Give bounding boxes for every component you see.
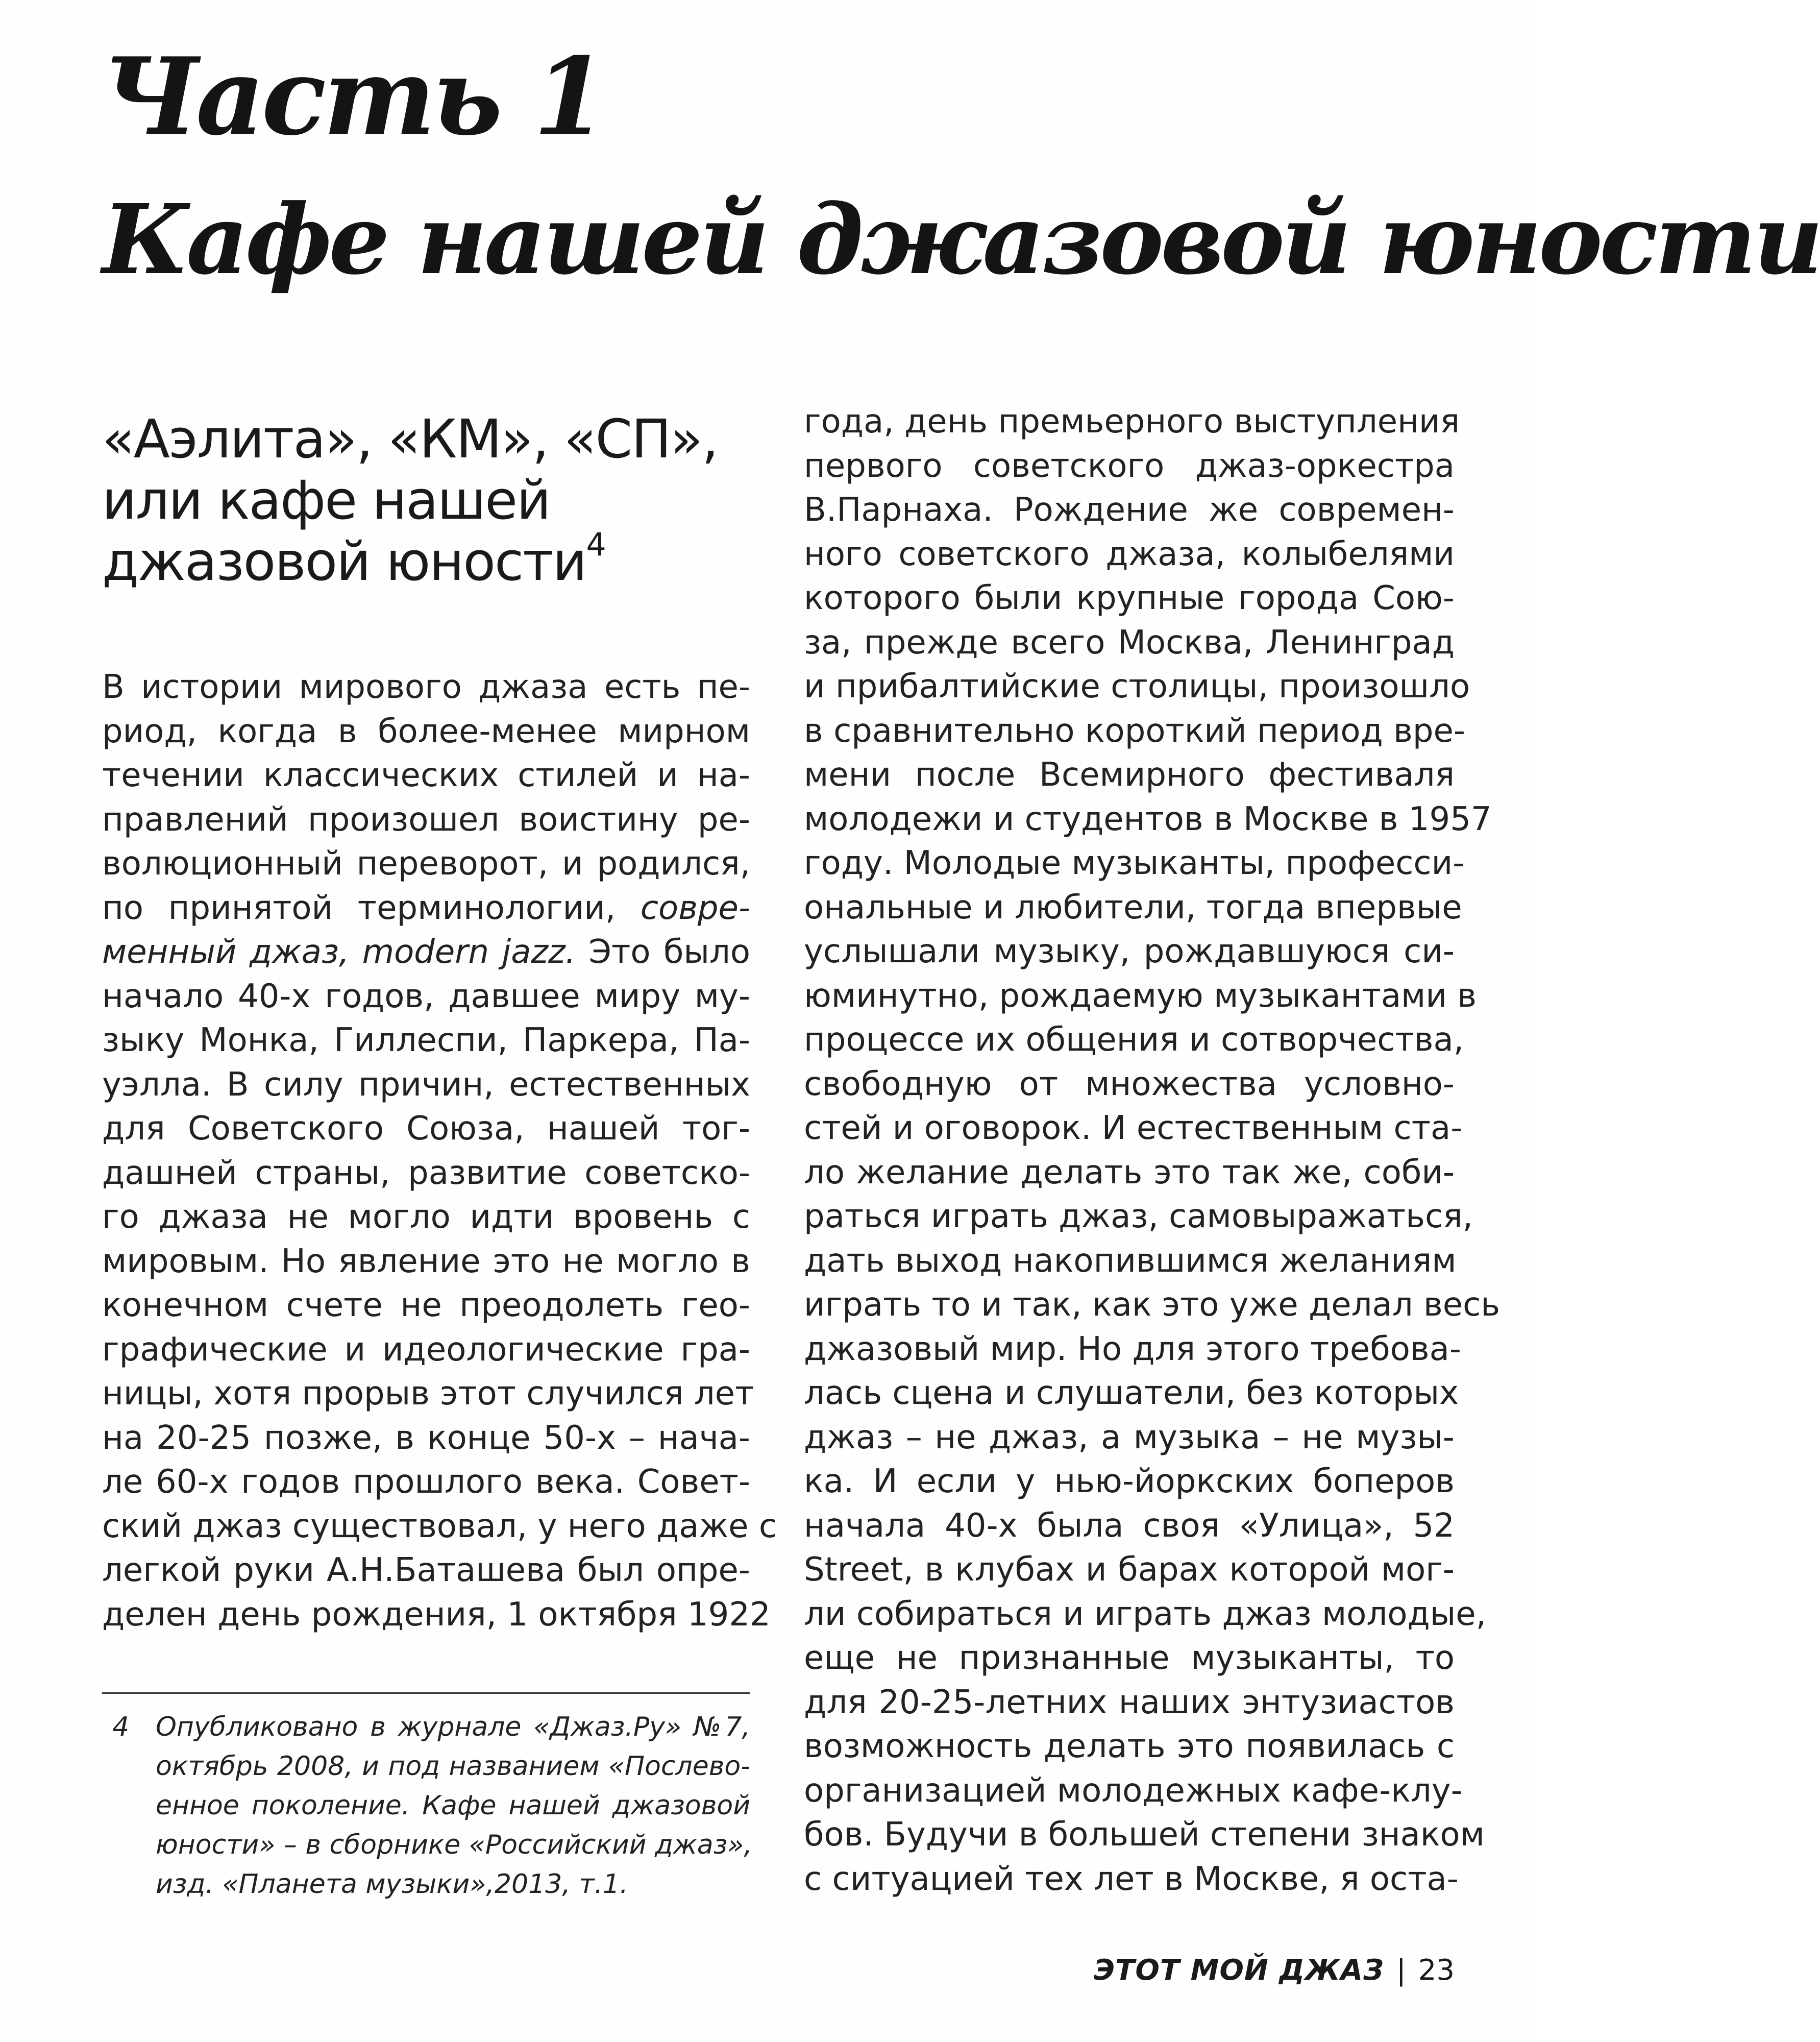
text-line: мировым. Но явление это не могло в	[102, 1242, 750, 1280]
text-line: с ситуацией тех лет в Москве, я оста-	[804, 1860, 1459, 1898]
part-heading	[102, 26, 1820, 311]
article-title-line-1: «Аэлита», «КМ», «СП»,	[102, 408, 718, 470]
text-line: течении классических стилей и на-	[102, 757, 750, 794]
text-line: правлений произошел воистину ре-	[102, 800, 750, 839]
text-line: свободную от множества условно-	[804, 1065, 1455, 1103]
text-line: делен день рождения, 1 октября 1922	[102, 1595, 771, 1634]
text-line: молодежи и студентов в Москве в 1957	[804, 800, 1492, 838]
text-line: го джаза не могло идти вровень с	[102, 1198, 750, 1236]
text-line: лась сцена и слушатели, без которых	[804, 1374, 1459, 1412]
text-line: дать выход накопившимся желаниям	[804, 1242, 1457, 1280]
text-line: джазовый мир. Но для этого требова-	[804, 1330, 1461, 1368]
text-fragment: Это было	[576, 933, 751, 971]
text-line: Street, в клубах и барах которой мог-	[804, 1551, 1455, 1589]
text-line: ональные и любители, тогда впервые	[804, 888, 1462, 927]
footnote-line: Опубликовано в журнале «Джаз.Ру» №7,	[156, 1712, 750, 1742]
footnote-line: изд. «Планета музыки»,2013, т.1.	[156, 1869, 628, 1900]
italic-term: совре-	[640, 889, 750, 927]
text-line-with-italic	[102, 930, 750, 975]
text-line: ка. И если у нью-йоркских боперов	[804, 1463, 1455, 1500]
text-line: за, прежде всего Москва, Ленинград	[804, 623, 1455, 662]
text-line: которого были крупные города Сою-	[804, 579, 1455, 617]
text-line: риод, когда в более-менее мирном	[102, 712, 750, 750]
text-line: ле 60-х годов прошлого века. Совет-	[102, 1463, 750, 1501]
text-line: начала 40-х была своя «Улица», 52	[804, 1506, 1455, 1545]
text-line: в сравнительно короткий период вре-	[804, 712, 1465, 750]
text-line: уэлла. В силу причин, естественных	[102, 1065, 750, 1104]
text-line: для Советского Союза, нашей тог-	[102, 1110, 750, 1148]
part-heading-subtitle: Кафе нашей джазовой юности	[102, 183, 1820, 296]
text-line: дашней страны, развитие советско-	[102, 1154, 750, 1192]
article-title-line-2: или кафе нашей	[102, 469, 550, 531]
text-line: играть то и так, как это уже делал весь	[804, 1286, 1500, 1324]
footnote-line: енное поколение. Кафе нашей джазовой	[156, 1790, 750, 1821]
text-line: графические и идеологические гра-	[102, 1330, 750, 1369]
right-column-text	[804, 400, 1500, 1901]
text-fragment: по принятой терминологии,	[102, 889, 641, 927]
text-line: ли собираться и играть джаз молодые,	[804, 1595, 1486, 1633]
text-line: волюционный переворот, и родился,	[102, 845, 750, 883]
text-line: еще не признанные музыканты, то	[804, 1639, 1455, 1677]
footer-separator: |	[1396, 1954, 1406, 1987]
text-line: на 20-25 позже, в конце 50-х – нача-	[102, 1419, 750, 1457]
text-line: году. Молодые музыканты, професси-	[804, 844, 1465, 882]
text-line: ло желание делать это так же, соби-	[804, 1153, 1455, 1192]
text-line: зыку Монка, Гиллеспи, Паркера, Па-	[102, 1022, 750, 1059]
footnote-line: октябрь 2008, и под названием «Послево-	[156, 1751, 750, 1782]
text-line: конечном счете не преодолеть гео-	[102, 1286, 750, 1324]
text-line: В истории мирового джаза есть пе-	[102, 668, 750, 706]
page-number: 23	[1418, 1954, 1455, 1987]
text-line: для 20-25-летних наших энтузиастов	[804, 1683, 1455, 1721]
left-column-text	[102, 665, 777, 1637]
text-line: мени после Всемирного фестиваля	[804, 756, 1455, 794]
text-line: джаз – не джаз, а музыка – не музы-	[804, 1418, 1455, 1456]
text-line: ский джаз существовал, у него даже с	[102, 1507, 777, 1545]
article-title-line-3: джазовой юности	[102, 530, 586, 593]
footnote-number: 4	[112, 1712, 130, 1742]
text-line: ницы, хотя прорыв этот случился лет	[102, 1375, 754, 1413]
text-line: процессе их общения и сотворчества,	[804, 1021, 1464, 1059]
text-line: ного советского джаза, колыбелями	[804, 535, 1455, 573]
title-footnote-ref: 4	[586, 526, 605, 563]
part-heading-number: Часть 1	[102, 35, 604, 159]
text-line: и прибалтийские столицы, произошло	[804, 668, 1470, 706]
text-line: юминутно, рождаемую музыкантами в	[804, 977, 1477, 1015]
text-line: легкой руки А.Н.Баташева был опре-	[102, 1551, 750, 1589]
text-line-with-italic	[102, 886, 750, 931]
running-footer	[1094, 1953, 1455, 1988]
text-line: года, день премьерного выступления	[804, 403, 1460, 441]
article-title	[102, 408, 766, 592]
footnote-divider	[102, 1692, 750, 1694]
text-line: возможность делать это появилась с	[804, 1728, 1455, 1765]
footnote-line: юности» – в сборнике «Российский джаз»,	[156, 1830, 752, 1860]
footnote-text	[156, 1708, 750, 1904]
text-line: раться играть джаз, самовыражаться,	[804, 1198, 1473, 1235]
text-line: услышали музыку, рождавшуюся си-	[804, 933, 1455, 970]
text-line: стей и оговорок. И естественным ста-	[804, 1109, 1463, 1147]
running-title: ЭТОТ МОЙ ДЖАЗ	[1094, 1954, 1384, 1987]
italic-term: менный джаз, modern jazz.	[102, 933, 576, 971]
text-line: начало 40-х годов, давшее миру му-	[102, 977, 750, 1015]
text-line: первого советского джаз-оркестра	[804, 447, 1455, 485]
text-line: В.Парнаха. Рождение же современ-	[804, 491, 1455, 529]
text-line: организацией молодежных кафе-клу-	[804, 1771, 1463, 1810]
text-line: бов. Будучи в большей степени знаком	[804, 1816, 1485, 1854]
